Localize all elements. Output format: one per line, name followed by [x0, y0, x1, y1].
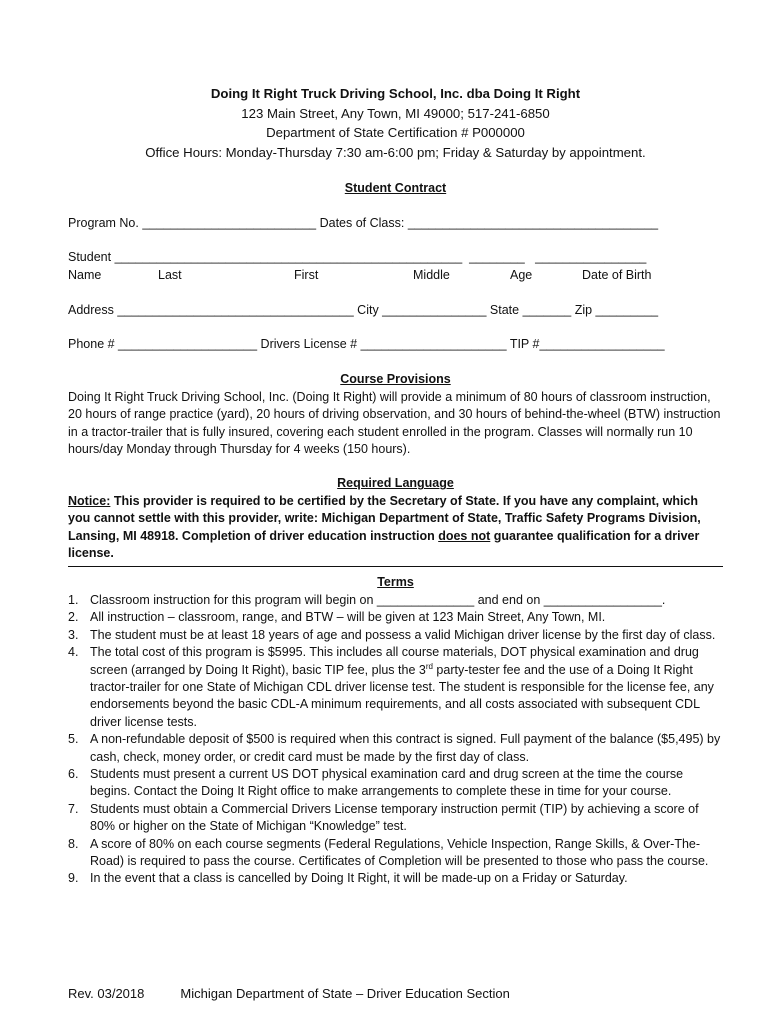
- office-hours: Office Hours: Monday-Thursday 7:30 am-6:00 pm; Friday & Saturday by appointment.: [145, 144, 646, 160]
- middle-label: Middle: [413, 267, 450, 282]
- term-number: 2.: [68, 610, 79, 625]
- first-label: First: [294, 267, 319, 282]
- terms-list: [68, 592, 723, 888]
- term-item-7: [68, 801, 723, 836]
- term-item-6: [68, 766, 723, 801]
- does-not-text: does not: [438, 528, 491, 543]
- term-number: 9.: [68, 871, 79, 886]
- course-provisions-title: Course Provisions: [340, 372, 451, 387]
- term-number: 4.: [68, 645, 79, 660]
- term-text-continued: party-tester fee and the use of a Doing It Right tractor-trailer for one State of Michigan CDL driver license test. The student is responsible for the license fee, any endorsements beyond the basic CDL-A minimum requirements, and all costs associated with subsequent CDL driver license tests.: [90, 662, 714, 729]
- contract-title: Student Contract: [344, 181, 447, 196]
- student-name-labels: [68, 267, 723, 285]
- term-text: In the event that a class is cancelled by Doing It Right, it will be made-up on a Friday or Saturday.: [90, 871, 628, 886]
- last-label: Last: [158, 267, 182, 282]
- term-text: Classroom instruction for this program will begin on ______________ and end on _________________.: [90, 592, 666, 607]
- name-label: Name: [68, 267, 102, 282]
- school-address: 123 Main Street, Any Town, MI 49000; 517-241-6850: [241, 105, 550, 121]
- certification-number: Department of State Certification # P000000: [266, 125, 525, 141]
- term-text: The total cost of this program is $5995. This includes all course materials, DOT physical examination and drug screen (arranged by Doing It Right), basic TIP fee, plus the 3: [90, 645, 699, 677]
- term-item-8: [68, 836, 723, 871]
- term-text: Students must obtain a Commercial Drivers License temporary instruction permit (TIP) by achieving a score of 80% or higher on the State of Michigan “Knowledge” test.: [90, 801, 699, 834]
- term-superscript: rd: [425, 661, 433, 671]
- term-text: A non-refundable deposit of $500 is required when this contract is signed. Full payment of the balance ($5,495) by cash, check, money order, or credit card must be made by the first day of class.: [90, 732, 721, 764]
- revision-label: Rev. 03/2018: [68, 986, 145, 1001]
- notice-text: This provider is required to be certified by the Secretary of State. If you have any complaint, which you cannot settle with this provider, write: Michigan Department of State, Traffic Safety Programs Division, Lansing, MI 48918. Completion of driver education instruction: [68, 493, 701, 543]
- term-number: 5.: [68, 732, 79, 747]
- notice-label: Notice:: [68, 493, 111, 508]
- notice-end: guarantee qualification for a driver license.: [68, 528, 700, 561]
- term-text: A score of 80% on each course segments (Federal Regulations, Vehicle Inspection, Range Skills, & Over-The-Road) is required to pass the course. Certificates of Completion will be presented to those who pass the course.: [90, 836, 709, 868]
- section-divider: [68, 562, 723, 574]
- age-label: Age: [510, 267, 533, 282]
- course-provisions-text: Doing It Right Truck Driving School, Inc. (Doing It Right) will provide a minimum of 80 hours of classroom instruction, 20 hours of range practice (yard), 20 hours of driving observation, and 30 hours of behind-the-wheel (BTW) instruction in a tractor-trailer that is fully insured, covering each student enrolled in the program. Classes will normally run 10 hours/day Monday through Thursday for 4 weeks (150 hours).: [68, 389, 721, 457]
- term-number: 3.: [68, 627, 79, 642]
- term-text: All instruction – classroom, range, and BTW – will be given at 123 Main Street, Any Town, MI.: [90, 610, 606, 625]
- term-item-2: [68, 609, 723, 626]
- student-line: Student __________________________________________________ ________ ________________: [68, 250, 647, 265]
- page-footer: [68, 985, 510, 1002]
- program-dates-line: Program No. _________________________ Dates of Class: ____________________________________: [68, 215, 659, 230]
- term-number: 1.: [68, 592, 79, 607]
- term-text: The student must be at least 18 years of age and possess a valid Michigan driver license by the first day of class.: [90, 627, 716, 642]
- term-number: 7.: [68, 801, 79, 816]
- contract-page: [68, 84, 723, 888]
- term-item-5: [68, 731, 723, 766]
- term-number: 6.: [68, 766, 79, 781]
- terms-title: Terms: [377, 575, 414, 590]
- term-item-9: [68, 870, 723, 887]
- address-line: Address __________________________________ City _______________ State _______ Zip _________: [68, 302, 659, 317]
- term-text: Students must present a current US DOT physical examination card and drug screen at the time the course begins. Contact the Doing It Right office to make arrangements to complete these in time for your course.: [90, 766, 684, 799]
- term-item-3: [68, 627, 723, 644]
- term-number: 8.: [68, 836, 79, 851]
- footer-section: Michigan Department of State – Driver Education Section: [180, 986, 510, 1001]
- term-item-4: [68, 644, 723, 731]
- required-language-title: Required Language: [337, 476, 454, 491]
- phone-line: Phone # ____________________ Drivers License # _____________________ TIP #__________________: [68, 337, 665, 351]
- dob-label: Date of Birth: [582, 267, 652, 282]
- term-item-1: [68, 592, 723, 609]
- school-name: Doing It Right Truck Driving School, Inc. dba Doing It Right: [210, 86, 581, 101]
- notice-paragraph: [68, 493, 723, 563]
